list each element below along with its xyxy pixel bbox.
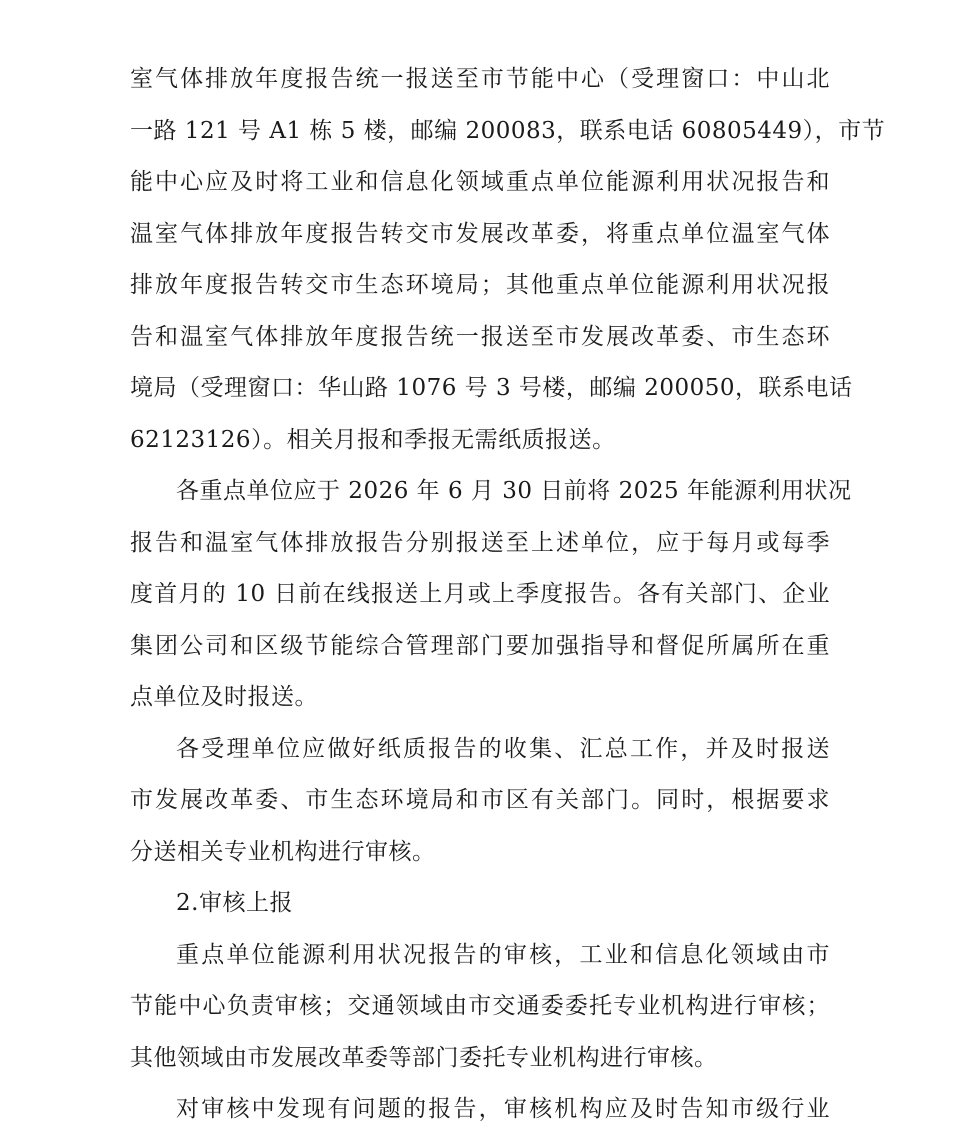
text-line: 排放年度报告转交市生态环境局；其他重点单位能源利用状况报 <box>130 272 830 298</box>
text-line: 室气体排放年度报告统一报送至市节能中心（受理窗口：中山北 <box>130 66 830 92</box>
text-line: 对审核中发现有问题的报告，审核机构应及时告知市级行业 <box>176 1096 830 1122</box>
text-line: 告和温室气体排放年度报告统一报送至市发展改革委、市生态环 <box>130 323 830 350</box>
text-line: 市发展改革委、市生态环境局和市区有关部门。同时，根据要求 <box>130 787 830 813</box>
document-body <box>130 58 886 1140</box>
text-line: 境局（受理窗口：华山路 1076 号 3 号楼，邮编 200050，联系电话 <box>130 375 853 401</box>
text-line: 分送相关专业机构进行审核。 <box>130 838 436 865</box>
text-line: 62123126）。相关月报和季报无需纸质报送。 <box>130 426 616 453</box>
text-line: 报告和温室气体排放报告分别报送至上述单位，应于每月或每季 <box>130 529 830 556</box>
section-heading-text: 2.审核上报 <box>176 890 293 916</box>
text-line: 节能中心负责审核；交通领域由市交通委委托专业机构进行审核； <box>130 993 830 1019</box>
paragraph-collection <box>130 728 830 883</box>
section-heading <box>130 882 830 934</box>
paragraph-submission-windows <box>130 58 886 470</box>
text-line: 度首月的 10 日前在线报送上月或上季度报告。各有关部门、企业 <box>130 581 830 607</box>
text-line: 各重点单位应于 2026 年 6 月 30 日前将 2025 年能源利用状况 <box>176 478 852 504</box>
text-line: 能中心应及时将工业和信息化领域重点单位能源利用状况报告和 <box>130 169 830 195</box>
text-line: 温室气体排放年度报告转交市发展改革委，将重点单位温室气体 <box>130 220 830 247</box>
text-line: 重点单位能源利用状况报告的审核，工业和信息化领域由市 <box>176 941 830 968</box>
text-line: 点单位及时报送。 <box>130 684 318 710</box>
text-line: 其他领域由市发展改革委等部门委托专业机构进行审核。 <box>130 1044 718 1071</box>
text-line: 一路 121 号 A1 栋 5 楼，邮编 200083，联系电话 60805449），市节 <box>130 117 886 144</box>
text-line: 集团公司和区级节能综合管理部门要加强指导和督促所属所在重 <box>130 632 830 659</box>
paragraph-review <box>130 934 830 1089</box>
paragraph-deadline <box>130 470 852 728</box>
text-line: 各受理单位应做好纸质报告的收集、汇总工作，并及时报送 <box>176 735 830 762</box>
